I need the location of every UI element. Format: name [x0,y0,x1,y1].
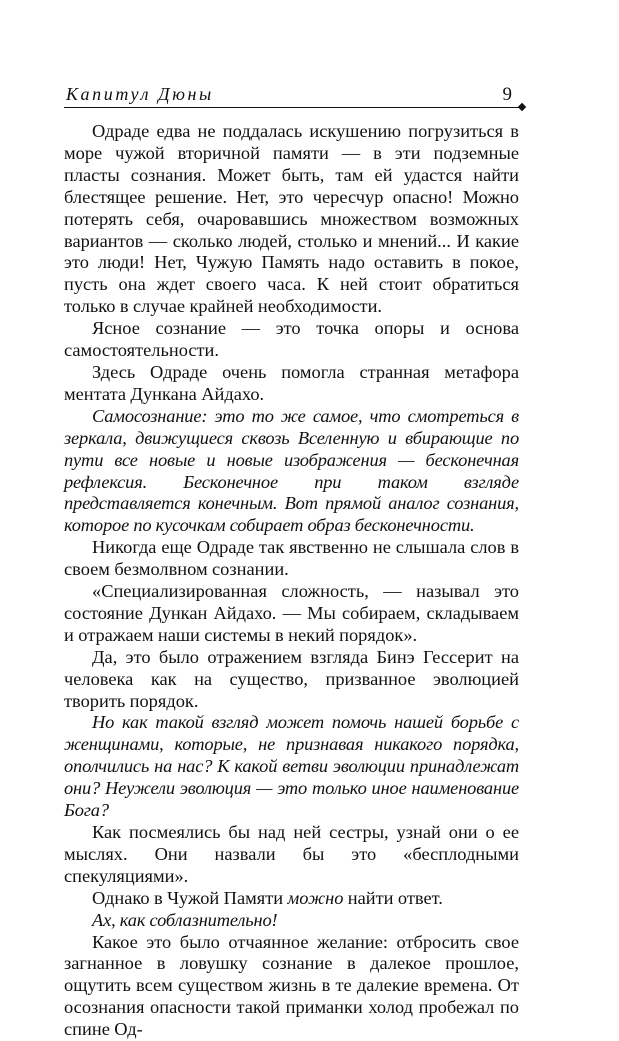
running-title: Капитул Дюны [66,84,214,104]
text-segment: найти ответ. [343,887,443,908]
paragraph: Ясное сознание — это точка опоры и основа самостоятельности. [64,318,519,361]
running-header [64,84,530,110]
page-number: 9 [502,84,512,105]
italic-thought-paragraph: Ах, как соблазнительно! [92,909,278,930]
paragraph: Здесь Одраде очень помогла странная метафора ментата Дункана Айдахо. [64,361,519,404]
paragraph: Одраде едва не поддалась искушению погрузиться в море чужой вторичной памяти — в эти подземные пласты сознания. Может быть, там ей удастся найти блестящее решение. Нет, это чересчур опасно! Можно потерять себя, очаровавшись множеством возможных вариантов — сколько людей, столько и мнений... И какие это люди! Нет, Чужую Память надо оставить в покое, пусть она ждет своего часа. К ней стоит обратиться только в случае крайней необходимости. [64,121,519,317]
quote-paragraph: «Специализированная сложность, — называл это состояние Дункан Айдахо. — Мы собираем, складываем и отражаем наши системы в некий порядок». [64,581,519,645]
paragraph: Как посмеялись бы над ней сестры, узнай они о ее мыслях. Они назвали бы это «бесплодными спекуляциями». [64,822,519,886]
italic-thought-paragraph: Самосознание: это то же самое, что смотреться в зеркала, движущиеся сквозь Вселенную и вбирающие по пути все новые и новые изображения — бесконечная рефлексия. Бесконечное при таком взгляде представляется конечным. Вот прямой аналог сознания, которое по кусочкам собирает образ бесконечности. [64,405,519,536]
text-segment: Однако в Чужой Памяти [92,887,288,908]
paragraph-with-emphasis [64,888,519,910]
paragraph: Какое это было отчаянное желание: отбросить свое загнанное в ловушку сознание в далекое прошлое, ощутить всем существом жизнь в те далекие времена. От осознания опасности такой приманки холод пробежал по спине Од- [64,931,519,1040]
page-body [64,121,519,1041]
header-rule-dot [518,103,526,111]
paragraph: Да, это было отражением взгляда Бинэ Гессерит на человека как на существо, призванное эволюцией творить порядок. [64,646,519,711]
header-rule [64,107,522,108]
paragraph: Никогда еще Одраде так явственно не слышала слов в своем безмолвном сознании. [64,537,519,580]
emphasized-word: можно [287,887,344,908]
italic-thought-paragraph: Но как такой взгляд может помочь нашей борьбе с женщинами, которые, не признавая никакого порядка, ополчились на нас? К какой ветви эволюции принадлежат они? Неужели эволюция — это только иное наименование Бога? [64,712,519,821]
